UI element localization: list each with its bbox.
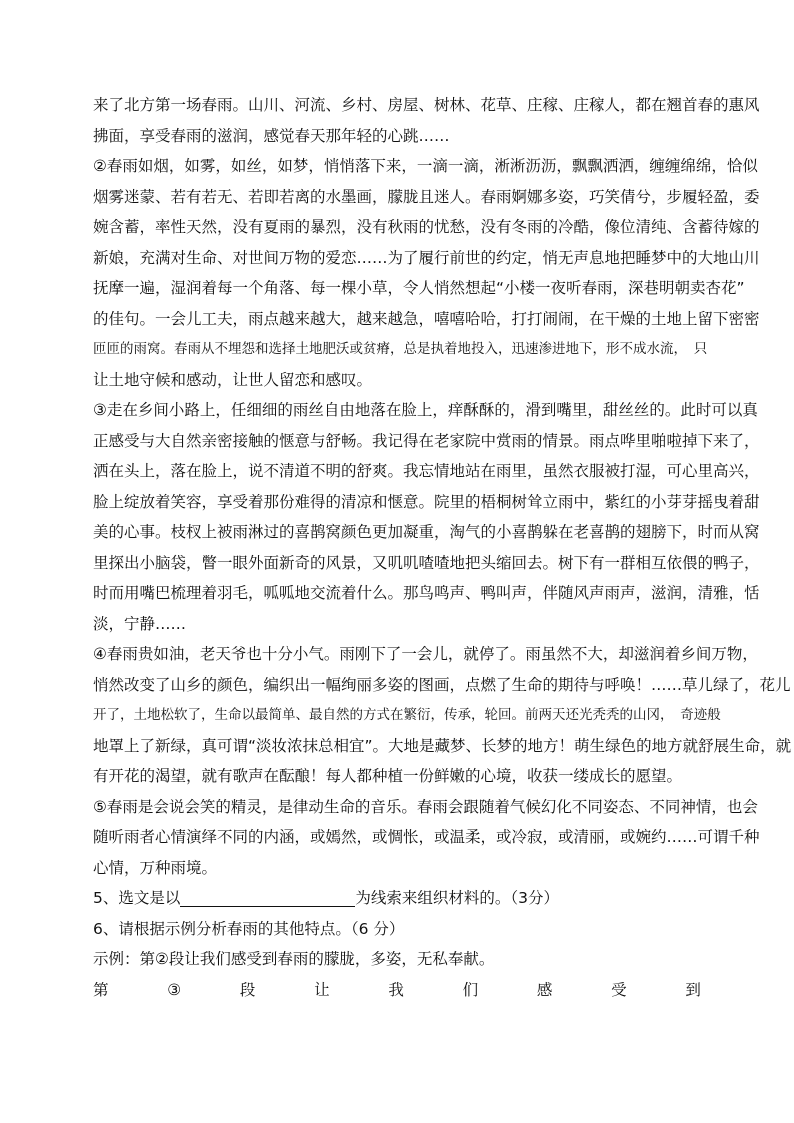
passage-line: 时而用嘴巴梳理着羽毛，呱呱地交流着什么。那鸟鸣声、鸭叫声，伴随风声雨声，滋润，清雅，恬: [93, 584, 760, 602]
question-5: [93, 883, 701, 914]
passage-line: 正感受与大自然亲密接触的惬意与舒畅。我记得在老家院中赏雨的情景。雨点哗里啪啦掉下来了，: [93, 431, 760, 450]
answer-line: [93, 975, 701, 1006]
passage-line: ④春雨贵如油，老天爷也十分小气。雨刚下了一会儿，就停了。雨虽然不大，却滋润着乡间万物，: [93, 645, 758, 663]
passage-line: 有开花的渴望，就有歌声在酝酿！每人都种植一份鲜嫩的心境，收获一缕成长的愿望。: [93, 767, 683, 785]
passage-line: 美的心事。枝杈上被雨淋过的喜鹊窝颜色更加凝重，淘气的小喜鹊躲在老喜鹊的翅膀下，时而从窝: [93, 523, 760, 541]
answer-char: 受: [611, 980, 627, 999]
passage-line: 地罩上了新绿，真可谓“淡妆浓抹总相宜”。大地是藏梦、长梦的地方！萌生绿色的地方就舒展生命，就: [93, 736, 792, 755]
passage-line: ②春雨如烟，如雾，如丝，如梦，悄悄落下来，一滴一滴，淅淅沥沥，飘飘洒洒，缠缠绵绵，恰似: [93, 157, 758, 175]
passage: [93, 90, 792, 883]
passage-line: 拂面，享受春雨的滋润，感觉春天那年轻的心跳……: [93, 126, 450, 145]
question-5-suffix: 为线索来组织材料的。（3分）: [355, 889, 559, 907]
answer-char: 我: [388, 980, 404, 999]
example-line: 示例：第②段让我们感受到春雨的朦胧，多姿，无私奉献。: [93, 950, 495, 968]
document-page: [93, 90, 792, 1005]
passage-line: ⑤春雨是会说会笑的精灵，是律动生命的音乐。春雨会跟随着气候幻化不同姿态、不同神情，也会: [93, 797, 758, 816]
passage-line: ③走在乡间小路上，任细细的雨丝自由地落在脸上，痒酥酥的，滑到嘴里，甜丝丝的。此时可以真: [93, 401, 758, 419]
answer-char: 感: [536, 980, 553, 999]
answer-char: 们: [462, 980, 479, 999]
passage-line: 的佳句。一会儿工夫，雨点越来越大，越来越急，嘻嘻哈哈，打打闹闹，在干燥的土地上留下密密: [93, 309, 760, 328]
passage-line: 抚摩一遍，湿润着每一个角落、每一棵小草，令人悄然想起“小楼一夜听春雨，深巷明朝卖杏花”: [93, 279, 745, 297]
question-6: 6、请根据示例分析春雨的其他特点。（6 分）: [93, 919, 405, 938]
passage-line: 随听雨者心情演绎不同的内涵，或嫣然，或惆怅，或温柔，或冷寂，或清丽，或婉约……可谓千种: [93, 828, 760, 846]
answer-blank[interactable]: [180, 888, 355, 907]
passage-line: 匝匝的雨窝。春雨从不埋怨和选择土地肥沃或贫瘠，总是执着地投入，迅速渗进地下，形不成水流， 只: [93, 341, 708, 357]
passage-line: 来了北方第一场春雨。山川、河流、乡村、房屋、树林、花草、庄稼、庄稼人，都在翘首春的惠风: [93, 96, 760, 114]
answer-char: 到: [685, 980, 701, 999]
passage-line: 悄然改变了山乡的颜色，编织出一幅绚丽多姿的图画，点燃了生命的期待与呼唤！……草儿绿了，花儿: [93, 675, 791, 694]
answer-char: 段: [239, 980, 256, 999]
question-5-prefix: 5、选文是以: [93, 889, 181, 907]
passage-line: 开了，土地松软了，生命以最简单、最自然的方式在繁衍，传承，轮回。前两天还光秃秃的山冈， 奇迹般: [93, 707, 721, 723]
passage-line: 婉含蓄，率性天然，没有夏雨的暴烈，没有秋雨的忧愁，没有冬雨的冷酷，像位清纯、含蓄待嫁的: [93, 218, 760, 236]
passage-line: 里探出小脑袋，瞥一眼外面新奇的风景，又叽叽喳喳地把头缩回去。树下有一群相互依偎的鸭子，: [93, 553, 760, 572]
answer-char: ③: [167, 980, 182, 999]
passage-line: 烟雾迷蒙、若有若无、若即若离的水墨画，朦胧且迷人。春雨婀娜多姿，巧笑倩兮，步履轻盈，委: [93, 187, 760, 206]
passage-line: 新娘，充满对生命、对世间万物的爱恋……为了履行前世的约定，悄无声息地把睡梦中的大地山川: [93, 248, 760, 267]
passage-line: 淡，宁静……: [93, 614, 187, 633]
answer-char: 第: [93, 980, 109, 999]
passage-line: 脸上绽放着笑容，享受着那份难得的清凉和惬意。院里的梧桐树耸立雨中，紫红的小芽芽摇曳着甜: [93, 492, 760, 511]
passage-line: 心情，万种雨境。: [93, 858, 218, 877]
passage-line: 洒在头上，落在脸上，说不清道不明的舒爽。我忘情地站在雨里，虽然衣服被打湿，可心里高兴，: [93, 462, 760, 480]
answer-char: 让: [314, 980, 330, 999]
passage-line: 让土地守候和感动，让世人留恋和感叹。: [93, 370, 373, 389]
